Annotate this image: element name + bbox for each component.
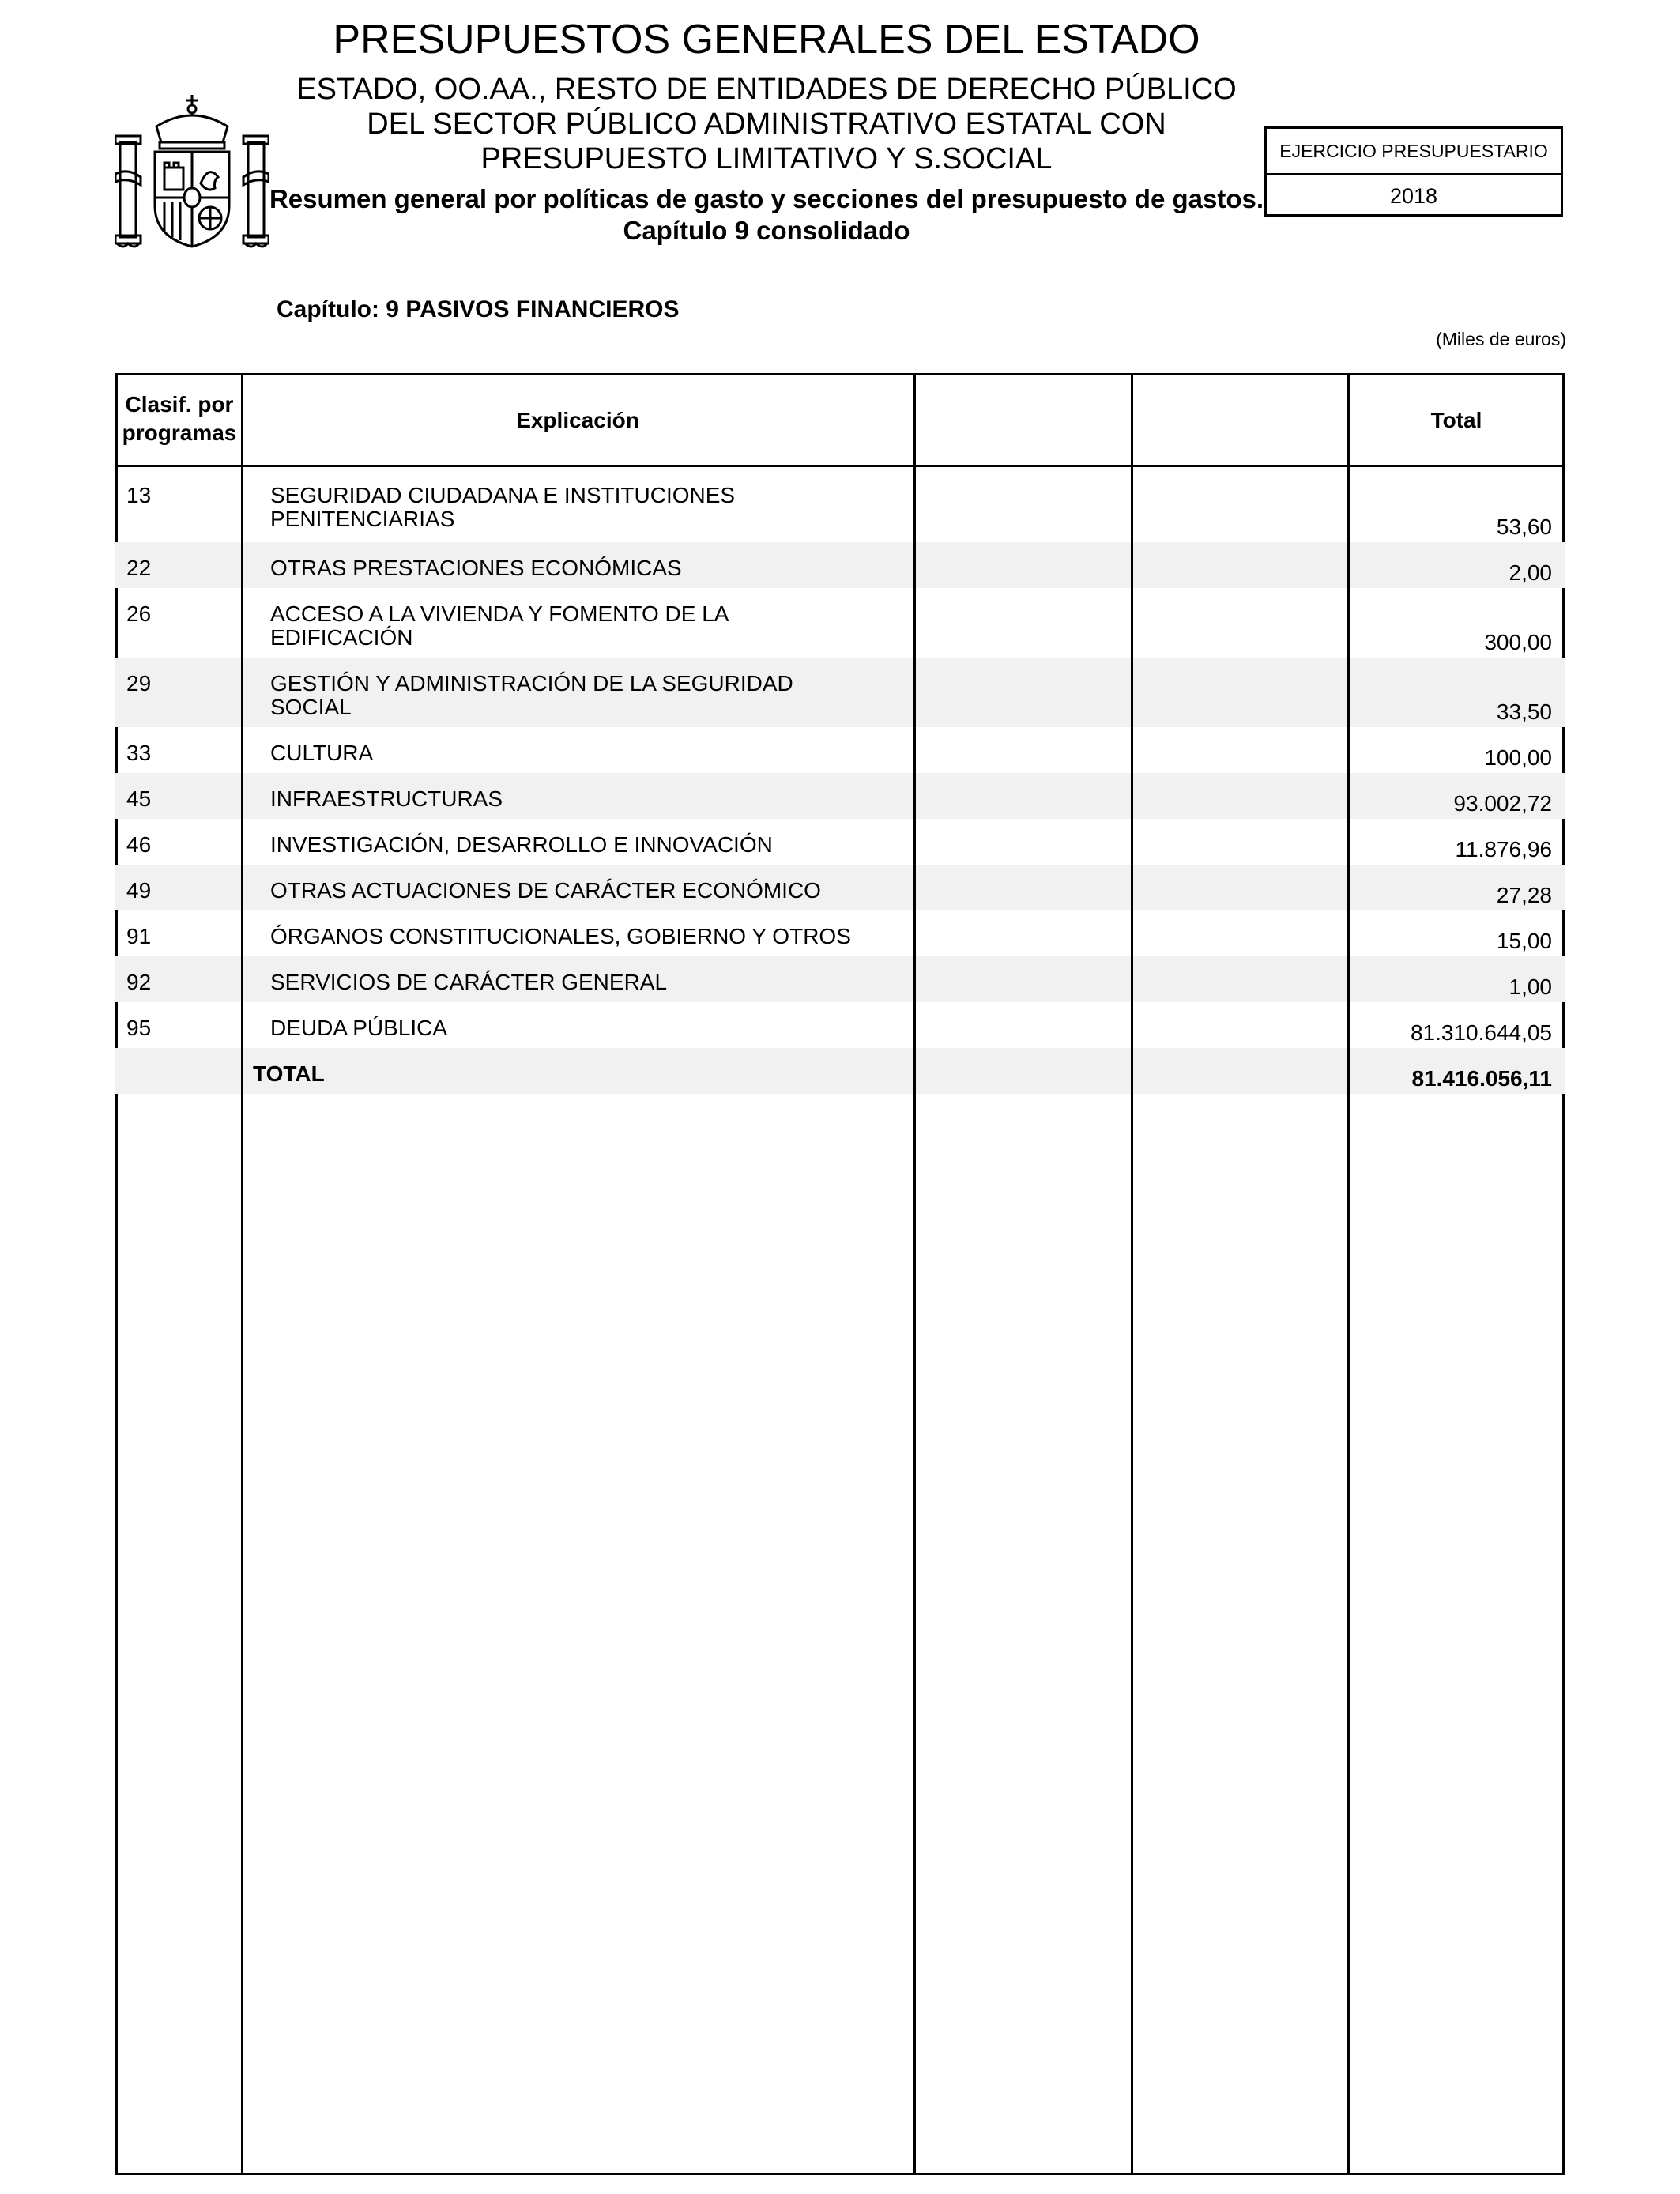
program-code: 26 <box>126 601 152 626</box>
program-name: SERVICIOS DE CARÁCTER GENERAL <box>270 970 668 994</box>
units-note: (Miles de euros) <box>1436 329 1566 349</box>
program-code: 22 <box>126 556 152 580</box>
header-divider <box>115 465 1565 467</box>
program-code: 92 <box>126 970 152 994</box>
report-description: Capítulo 9 consolidado <box>623 216 910 245</box>
program-name: ÓRGANOS CONSTITUCIONALES, GOBIERNO Y OTROS <box>270 924 851 948</box>
column-header-total: Total <box>1430 408 1482 432</box>
fiscal-year-value: 2018 <box>1389 184 1438 208</box>
program-name: INVESTIGACIÓN, DESARROLLO E INNOVACIÓN <box>270 832 773 857</box>
chapter-heading: Capítulo: 9 PASIVOS FINANCIEROS <box>277 296 680 322</box>
program-code: 49 <box>126 878 152 903</box>
grand-total: 81.416.056,11 <box>1411 1066 1552 1091</box>
column-divider <box>1131 373 1133 2175</box>
program-name: CULTURA <box>270 741 374 765</box>
column-divider <box>1347 373 1350 2175</box>
program-name: DEUDA PÚBLICA <box>270 1016 448 1040</box>
subtitle-line: ESTADO, OO.AA., RESTO DE ENTIDADES DE DERECHO PÚBLICO <box>296 73 1237 106</box>
program-code: 29 <box>126 671 152 696</box>
page-title: PRESUPUESTOS GENERALES DEL ESTADO <box>333 17 1200 62</box>
program-total: 93.002,72 <box>1453 791 1552 816</box>
fiscal-year-box <box>1264 126 1563 217</box>
program-name: ACCESO A LA VIVIENDA Y FOMENTO DE LA EDIFICACIÓN <box>270 601 729 650</box>
program-code: 45 <box>126 786 152 811</box>
column-divider <box>913 373 916 2175</box>
report-description: Resumen general por políticas de gasto y secciones del presupuesto de gastos. <box>269 184 1264 213</box>
column-header-clasif: Clasif. por programas <box>122 392 237 445</box>
program-total: 27,28 <box>1496 883 1552 907</box>
program-total: 53,60 <box>1496 515 1552 539</box>
program-total: 15,00 <box>1496 929 1552 953</box>
subtitle-line: DEL SECTOR PÚBLICO ADMINISTRATIVO ESTATAL CON <box>367 107 1166 141</box>
program-name: OTRAS PRESTACIONES ECONÓMICAS <box>270 556 682 580</box>
program-total: 11.876,96 <box>1455 837 1552 861</box>
program-code: 46 <box>126 832 152 857</box>
program-name: OTRAS ACTUACIONES DE CARÁCTER ECONÓMICO <box>270 878 821 903</box>
program-name: SEGURIDAD CIUDADANA E INSTITUCIONES PENITENCIARIAS <box>270 483 736 531</box>
program-code: 33 <box>126 741 152 765</box>
program-name: GESTIÓN Y ADMINISTRACIÓN DE LA SEGURIDAD SOCIAL <box>270 671 793 719</box>
column-header-explicacion: Explicación <box>516 408 639 432</box>
column-divider <box>241 373 243 2175</box>
program-code: 95 <box>126 1016 152 1040</box>
program-code: 13 <box>126 483 152 507</box>
program-code: 91 <box>126 924 152 948</box>
subtitle-line: PRESUPUESTO LIMITATIVO Y S.SOCIAL <box>480 142 1053 175</box>
fiscal-year-label: EJERCICIO PRESUPUESTARIO <box>1267 129 1561 175</box>
program-total: 33,50 <box>1496 699 1552 724</box>
program-total: 2,00 <box>1509 560 1552 585</box>
program-total: 100,00 <box>1484 745 1552 770</box>
program-name: INFRAESTRUCTURAS <box>270 786 503 811</box>
program-total: 300,00 <box>1484 630 1552 654</box>
program-total: 1,00 <box>1509 974 1552 999</box>
program-total: 81.310.644,05 <box>1410 1020 1552 1045</box>
total-label: TOTAL <box>253 1061 325 1086</box>
